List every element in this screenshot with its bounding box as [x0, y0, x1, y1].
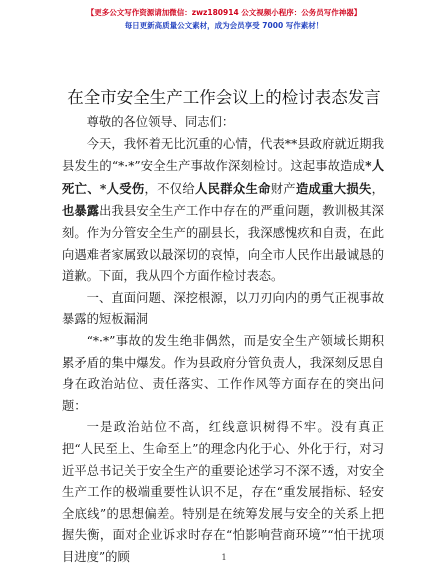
bold-run: 人民群众生命 — [194, 180, 271, 196]
text-run: 出我县安全生产工作中存在的严重问题，教训极其深刻。作为分管安全生产的副县长，我深感愧疚和自责，在此向遇难者家属致以最深切的哀悼，向全市人民作出最诚恳的道歉。下面，我从四个方面作检讨表态。 — [62, 204, 384, 284]
paragraph-opening — [62, 134, 384, 288]
promo-banner-line-2: 每日更新高质量公文素材，成为会员享受 7000 写作素材！ — [124, 21, 324, 30]
text-run: ， — [371, 181, 384, 196]
paragraph-reflection: “*·*”事故的发生绝非偶然，而是安全生产领域长期积累矛盾的集中爆发。作为县政府分管负责人，我深刻反思自身在政治站位、责任落实、工作作风等方面存在的突出问题： — [62, 333, 384, 413]
page-number: 1 — [221, 553, 227, 562]
document-title: 在全市安全生产工作会议上的检讨表态发言 — [67, 88, 381, 107]
text-run: 财产 — [270, 181, 296, 196]
bold-run: 造成重大损失 — [295, 180, 372, 196]
text-run: ，不仅给 — [144, 181, 195, 196]
text-run: 今天，我怀着无比沉重的心情，代表**县政府就近期我县发生的“*·*”安全生产事故作深刻检讨。这起事故造成 — [62, 136, 384, 174]
paragraph-point-1: 一是政治站位不高，红线意识树得不牢。没有真正把“人民至上、生命至上”的理念内化于心、外化于行，对习近平总书记关于安全生产的重要论述学习不深不透，对安全生产工作的极端重要性认识不足，存在“重发展指标、轻安全底线”的思想偏差。特别是在统筹发展与安全的关系上把握失衡，面对企业诉求时存在“怕影响营商环境”“怕干扰项目进度”的顾 — [62, 420, 384, 564]
document-body — [62, 112, 384, 568]
casualty-highlight: *人死亡、*人受伤 — [62, 158, 385, 196]
salutation: 尊敬的各位领导、同志们： — [86, 115, 235, 129]
section-heading-1: 一、直面问题、深挖根源，以刀刃向内的勇气正视事故暴露的短板漏洞 — [62, 290, 384, 327]
bold-run: 也暴露 — [62, 203, 100, 219]
promo-banner-line-1: 【更多公文写作资源请加微信：zwz180914 公文视频小程序：公务员写作神器】 — [86, 8, 362, 17]
